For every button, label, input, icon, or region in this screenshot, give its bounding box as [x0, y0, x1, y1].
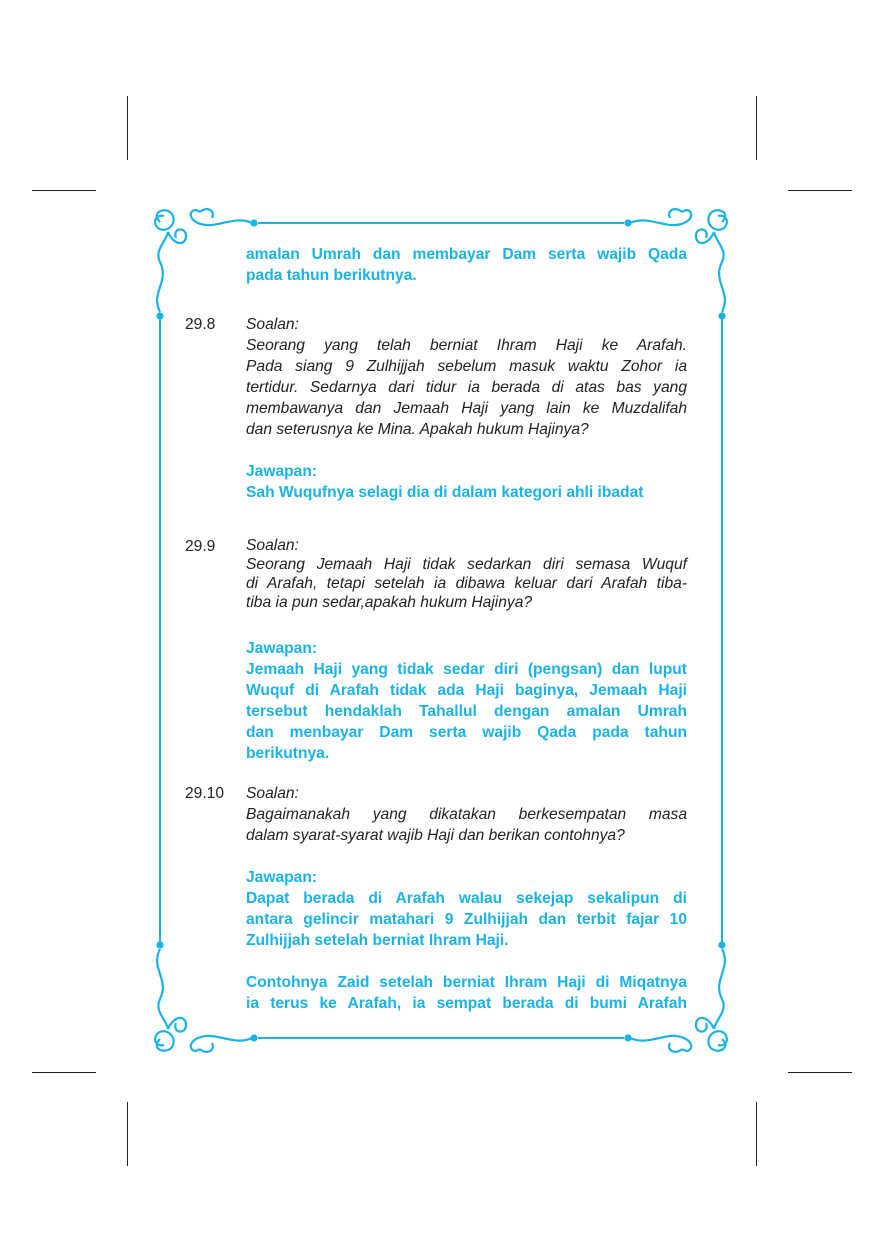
jawapan-line: Jemaah Haji yang tidak sedar diri (pengsan) dan luput	[246, 661, 687, 678]
page-content	[185, 244, 687, 1014]
question-number: 29.10	[185, 785, 225, 802]
jawapan-line: antara gelincir matahari 9 Zulhijjah dan terbit fajar 10	[246, 911, 687, 928]
jawapan-line: berikutnya.	[246, 745, 330, 762]
soalan-line: dan seterusnya ke Mina. Apakah hukum Hajinya?	[246, 421, 589, 438]
question-29-8	[185, 314, 687, 503]
jawapan-line: Sah Wuqufnya selagi dia di dalam kategori ahli ibadat	[246, 484, 644, 501]
question-29-9	[185, 536, 687, 764]
soalan-line: di Arafah, tetapi setelah ia dibawa keluar dari Arafah tiba-	[246, 575, 687, 592]
soalan-line: membawanya dan Jemaah Haji yang lain ke Muzdalifah	[246, 400, 687, 417]
jawapan-label: Jawapan:	[246, 463, 318, 480]
question-29-10	[185, 783, 687, 1014]
jawapan-label: Jawapan:	[246, 869, 318, 886]
jawapan-line: dan menbayar Dam serta wajib Qada pada tahun	[246, 724, 687, 741]
question-number: 29.9	[185, 538, 216, 555]
soalan-line: Bagaimanakah yang dikatakan berkesempatan masa	[246, 806, 687, 823]
soalan-line: dalam syarat-syarat wajib Haji dan berikan contohnya?	[246, 827, 625, 844]
soalan-label: Soalan:	[246, 537, 299, 554]
jawapan-line: Wuquf di Arafah tidak ada Haji baginya, Jemaah Haji	[246, 682, 687, 699]
continuation-paragraph	[246, 244, 687, 286]
jawapan-line: Zulhijjah setelah berniat Ihram Haji.	[246, 932, 509, 949]
contoh-line: ia terus ke Arafah, ia sempat berada di bumi Arafah	[246, 995, 687, 1012]
soalan-line: Seorang yang telah berniat Ihram Haji ke Arafah.	[246, 337, 687, 354]
soalan-line: tertidur. Sedarnya dari tidur ia berada di atas bas yang	[246, 379, 687, 396]
soalan-label: Soalan:	[246, 785, 299, 802]
jawapan-line: Dapat berada di Arafah walau sekejap sekalipun di	[246, 890, 687, 907]
jawapan-line: tersebut hendaklah Tahallul dengan amalan Umrah	[246, 703, 687, 720]
question-number: 29.8	[185, 316, 216, 333]
contoh-line: Contohnya Zaid setelah berniat Ihram Haji di Miqatnya	[246, 974, 687, 991]
soalan-line: Seorang Jemaah Haji tidak sedarkan diri semasa Wuquf	[246, 556, 687, 573]
soalan-label: Soalan:	[246, 316, 299, 333]
continuation-line: amalan Umrah dan membayar Dam serta wajib Qada	[246, 246, 687, 263]
jawapan-label: Jawapan:	[246, 640, 318, 657]
soalan-line: tiba ia pun sedar,apakah hukum Hajinya?	[246, 594, 533, 611]
continuation-line: pada tahun berikutnya.	[246, 267, 417, 284]
soalan-line: Pada siang 9 Zulhijjah sebelum masuk waktu Zohor ia	[246, 358, 687, 375]
